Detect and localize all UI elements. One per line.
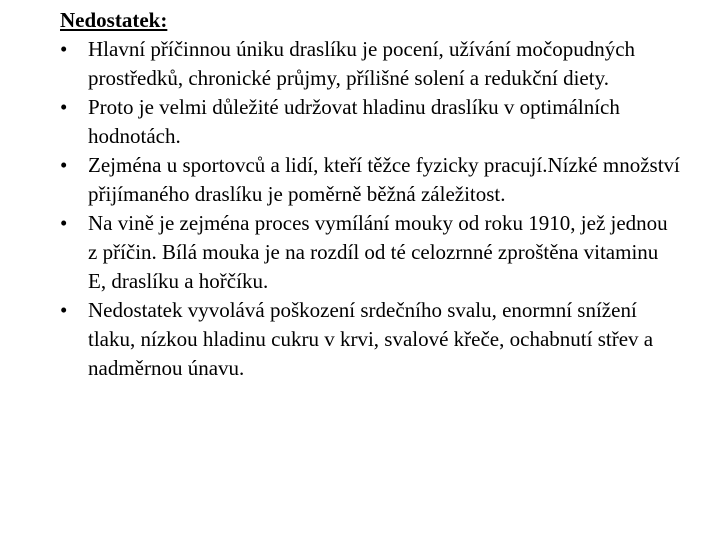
slide-content [60,6,680,383]
bullet-item [60,209,680,296]
bullet-item [60,296,680,383]
bullet-item [60,151,680,209]
bullet-icon: • [60,211,68,235]
bullet-text: Zejména u sportovců a lidí, kteří těžce fyzicky pracují.Nízké množství přijímaného draslíku je poměrně běžná záležitost. [88,153,680,206]
bullet-icon: • [60,298,68,322]
slide-heading: Nedostatek: [60,8,168,32]
bullet-text: Nedostatek vyvolává poškození srdečního svalu, enormní snížení tlaku, nízkou hladinu cukru v krvi, svalové křeče, ochabnutí střev a nadměrnou únavu. [88,298,654,380]
bullet-item [60,35,680,93]
bullet-icon: • [60,153,68,177]
bullet-icon: • [60,95,68,119]
bullet-text: Proto je velmi důležité udržovat hladinu draslíku v optimálních hodnotách. [88,95,620,148]
bullet-item [60,93,680,151]
bullet-text: Hlavní příčinnou úniku draslíku je pocení, užívání močopudných prostředků, chronické průjmy, přílišné solení a redukční diety. [88,37,636,90]
bullet-icon: • [60,37,68,61]
bullet-list [60,35,680,383]
bullet-text: Na vině je zejména proces vymílání mouky od roku 1910, jež jednou z příčin. Bílá mouka je na rozdíl od té celozrnné zproštěna vitaminu E, draslíku a hořčíku. [88,211,668,293]
